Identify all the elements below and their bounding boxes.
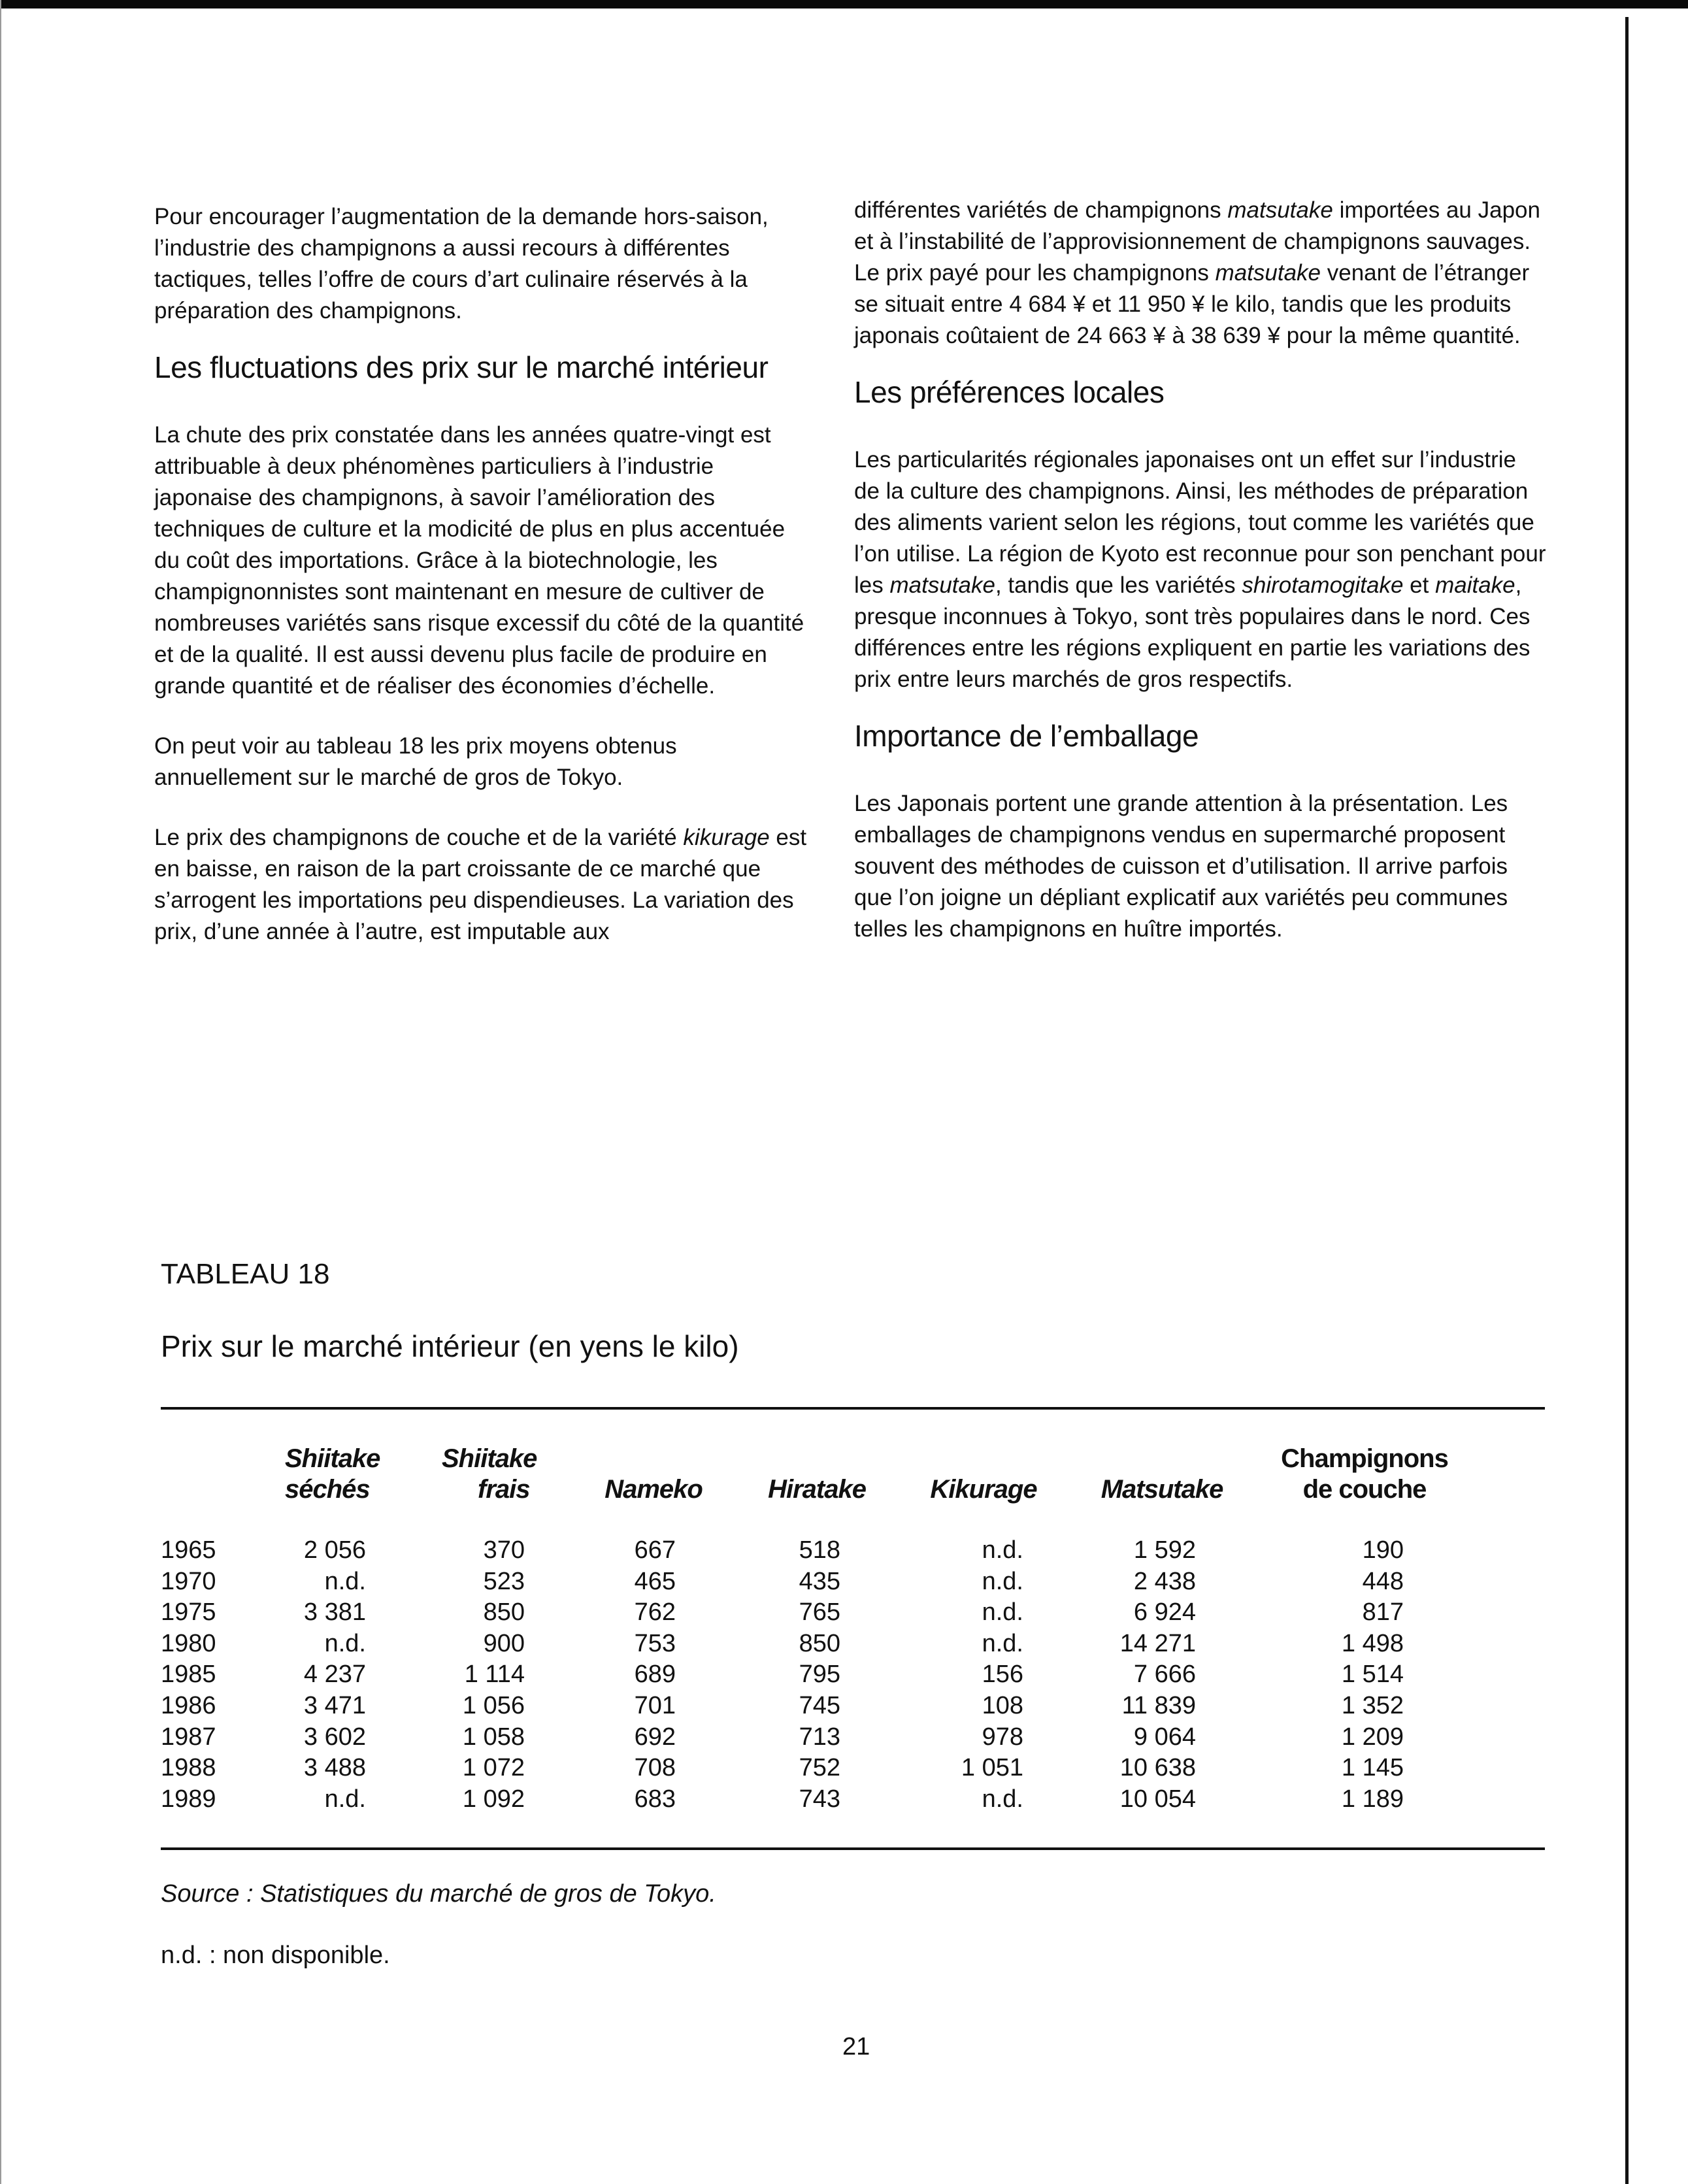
table-cell: 1 209 bbox=[1341, 1723, 1404, 1751]
table-cell: 1 352 bbox=[1341, 1692, 1404, 1719]
table-cell: 701 bbox=[634, 1692, 676, 1719]
table-row-year: 1988 bbox=[161, 1754, 216, 1782]
table-cell: 448 bbox=[1362, 1567, 1404, 1595]
table-cell: 2 056 bbox=[303, 1536, 366, 1564]
table-cell: 10 638 bbox=[1119, 1754, 1196, 1782]
table-cell: 156 bbox=[982, 1661, 1023, 1689]
table-cell: 1 072 bbox=[462, 1754, 525, 1782]
table-cell: 1 092 bbox=[462, 1785, 525, 1813]
table-cell: 3 488 bbox=[303, 1754, 366, 1782]
table-cell: n.d. bbox=[324, 1785, 366, 1813]
table-cell: 713 bbox=[799, 1723, 840, 1751]
table-cell: n.d. bbox=[324, 1567, 366, 1595]
section-heading: Importance de l’emballage bbox=[854, 719, 1199, 753]
table-cell: 1 051 bbox=[961, 1754, 1023, 1782]
column-header: Shiitake bbox=[285, 1444, 380, 1473]
section-heading: Les préférences locales bbox=[854, 375, 1165, 409]
table-row-year: 1975 bbox=[161, 1598, 216, 1627]
table-cell: 11 839 bbox=[1121, 1692, 1196, 1719]
table-title: Prix sur le marché intérieur (en yens le kilo) bbox=[161, 1329, 739, 1363]
right-column bbox=[854, 195, 1547, 945]
scan-right-rule bbox=[1625, 17, 1629, 2184]
left-column bbox=[154, 201, 814, 948]
column-header: de couche bbox=[1302, 1475, 1427, 1504]
table-cell: 190 bbox=[1362, 1536, 1404, 1564]
section-heading: Les fluctuations des prix sur le marché intérieur bbox=[154, 350, 769, 384]
column-header: Kikurage bbox=[930, 1475, 1037, 1504]
table-cell: 978 bbox=[982, 1723, 1023, 1751]
table-cell: 1 514 bbox=[1341, 1661, 1404, 1689]
column-header: séchés bbox=[285, 1475, 370, 1504]
table-cell: 1 114 bbox=[464, 1661, 525, 1689]
table-cell: 14 271 bbox=[1119, 1629, 1196, 1657]
nd-note: n.d. : non disponible. bbox=[161, 1942, 390, 1969]
paragraph: Les Japonais portent une grande attention à la présentation. Les emballages de champignons vendus en supermarché proposent souvent des méthodes de cuisson et d’utilisation. Il arrive parfois que l’on joigne un dépliant explicatif aux variétés peu communes telles les champignons en huître importés. bbox=[854, 791, 1508, 942]
table-cell: 6 924 bbox=[1133, 1598, 1196, 1627]
column-header: frais bbox=[478, 1475, 530, 1504]
table-cell: n.d. bbox=[982, 1598, 1023, 1627]
table-cell: n.d. bbox=[982, 1785, 1023, 1813]
table-cell: 370 bbox=[483, 1536, 525, 1564]
table-cell: 765 bbox=[799, 1598, 840, 1627]
paragraph: La chute des prix constatée dans les années quatre-vingt est attribuable à deux phénomènes particuliers à l’industrie japonaise des champignons, à savoir l’amélioration des techniques de culture et la modicité de plus en plus accentuée du coût des importations. Grâce à la biotechnologie, les champignonnistes sont maintenant en mesure de cultiver de nombreuses variétés sans risque excessif du côté de la quantité et de la qualité. Il est aussi devenu plus facile de produire en grande quantité et de réaliser des économies d’échelle. bbox=[154, 422, 804, 699]
table-bottom-rule bbox=[161, 1847, 1545, 1850]
column-header: Nameko bbox=[604, 1475, 703, 1504]
table-cell: 4 237 bbox=[303, 1661, 366, 1689]
table-cell: n.d. bbox=[982, 1629, 1023, 1657]
paragraph: Le prix des champignons de couche et de la variété kikurage est en baisse, en raison de la part croissante de ce marché que s’arrogent les importations peu dispendieuses. La variation des prix, d’une année à l’autre, est imputable aux bbox=[154, 825, 807, 944]
table-cell: n.d. bbox=[982, 1536, 1023, 1564]
table-cell: 743 bbox=[799, 1785, 840, 1813]
table-cell: 1 056 bbox=[462, 1692, 525, 1719]
paragraph: Les particularités régionales japonaises ont un effet sur l’industrie de la culture des champignons. Ainsi, les méthodes de préparation des aliments varient selon les régions, tout comme les variétés que l’on utilise. La région de Kyoto est reconnue pour son penchant pour les matsutake, tandis que les variétés shirotamogitake et maitake, presque inconnues à Tokyo, sont très populaires dans le nord. Ces différences entre les régions expliquent en partie les variations des prix entre leurs marchés de gros respectifs. bbox=[854, 447, 1546, 692]
table-row-year: 1970 bbox=[161, 1567, 216, 1595]
table-cell: 708 bbox=[634, 1754, 676, 1782]
table-cell: n.d. bbox=[982, 1567, 1023, 1595]
table-cell: 850 bbox=[799, 1629, 840, 1657]
table-cell: 465 bbox=[634, 1567, 676, 1595]
paragraph: différentes variétés de champignons matsutake importées au Japon et à l’instabilité de l’approvisionnement de champignons sauvages. Le prix payé pour les champignons matsutake venant de l’étranger se situait entre 4 684 ¥ et 11 950 ¥ le kilo, tandis que les produits japonais coûtaient de 24 663 ¥ à 38 639 ¥ pour la même quantité. bbox=[854, 197, 1540, 348]
table-cell: 3 381 bbox=[303, 1598, 366, 1627]
paragraph: Pour encourager l’augmentation de la demande hors-saison, l’industrie des champignons a aussi recours à différentes tactiques, telles l’offre de cours d’art culinaire réservés à la préparation des champignons. bbox=[154, 204, 769, 323]
table-cell: 435 bbox=[799, 1567, 840, 1595]
table-cell: 523 bbox=[483, 1567, 525, 1595]
table-row-year: 1965 bbox=[161, 1536, 216, 1564]
table-row-year: 1980 bbox=[161, 1629, 216, 1657]
column-header: Shiitake bbox=[442, 1444, 537, 1473]
table-row-year: 1987 bbox=[161, 1723, 216, 1751]
scan-left-edge bbox=[0, 0, 1, 2184]
paragraph: On peut voir au tableau 18 les prix moyens obtenus annuellement sur le marché de gros de Tokyo. bbox=[154, 733, 677, 790]
column-header: Matsutake bbox=[1101, 1475, 1223, 1504]
table-label: TABLEAU 18 bbox=[161, 1258, 330, 1290]
table-row-year: 1985 bbox=[161, 1661, 216, 1689]
table-cell: 9 064 bbox=[1133, 1723, 1196, 1751]
table-cell: 108 bbox=[982, 1692, 1023, 1719]
scan-top-border bbox=[0, 0, 1688, 8]
table-cell: 2 438 bbox=[1133, 1567, 1196, 1595]
table-cell: 1 189 bbox=[1341, 1785, 1404, 1813]
table-cell: 795 bbox=[799, 1661, 840, 1689]
table-cell: 745 bbox=[799, 1692, 840, 1719]
table-top-rule bbox=[161, 1407, 1545, 1410]
table-cell: 10 054 bbox=[1119, 1785, 1196, 1813]
table-cell: 689 bbox=[634, 1661, 676, 1689]
table-cell: 850 bbox=[483, 1598, 525, 1627]
table-cell: 817 bbox=[1362, 1598, 1404, 1627]
table-cell: 1 498 bbox=[1341, 1629, 1404, 1657]
column-header: Champignons bbox=[1281, 1444, 1448, 1473]
table-cell: 7 666 bbox=[1133, 1661, 1196, 1689]
table-cell: 3 471 bbox=[303, 1692, 366, 1719]
table-cell: 518 bbox=[799, 1536, 840, 1564]
table-cell: 1 145 bbox=[1341, 1754, 1404, 1782]
table-cell: 692 bbox=[634, 1723, 676, 1751]
table-row-year: 1986 bbox=[161, 1692, 216, 1719]
table-cell: 753 bbox=[634, 1629, 676, 1657]
table-cell: 683 bbox=[634, 1785, 676, 1813]
table-row-year: 1989 bbox=[161, 1785, 216, 1813]
table-cell: 1 592 bbox=[1133, 1536, 1196, 1564]
page-number: 21 bbox=[842, 2033, 870, 2060]
table-cell: 900 bbox=[483, 1629, 525, 1657]
column-header: Hiratake bbox=[768, 1475, 866, 1504]
table-cell: 752 bbox=[799, 1754, 840, 1782]
table-cell: 1 058 bbox=[462, 1723, 525, 1751]
table-cell: 3 602 bbox=[303, 1723, 366, 1751]
table-cell: 762 bbox=[634, 1598, 676, 1627]
table-cell: n.d. bbox=[324, 1629, 366, 1657]
source-note: Source : Statistiques du marché de gros de Tokyo. bbox=[161, 1880, 716, 1908]
table-cell: 667 bbox=[634, 1536, 676, 1564]
